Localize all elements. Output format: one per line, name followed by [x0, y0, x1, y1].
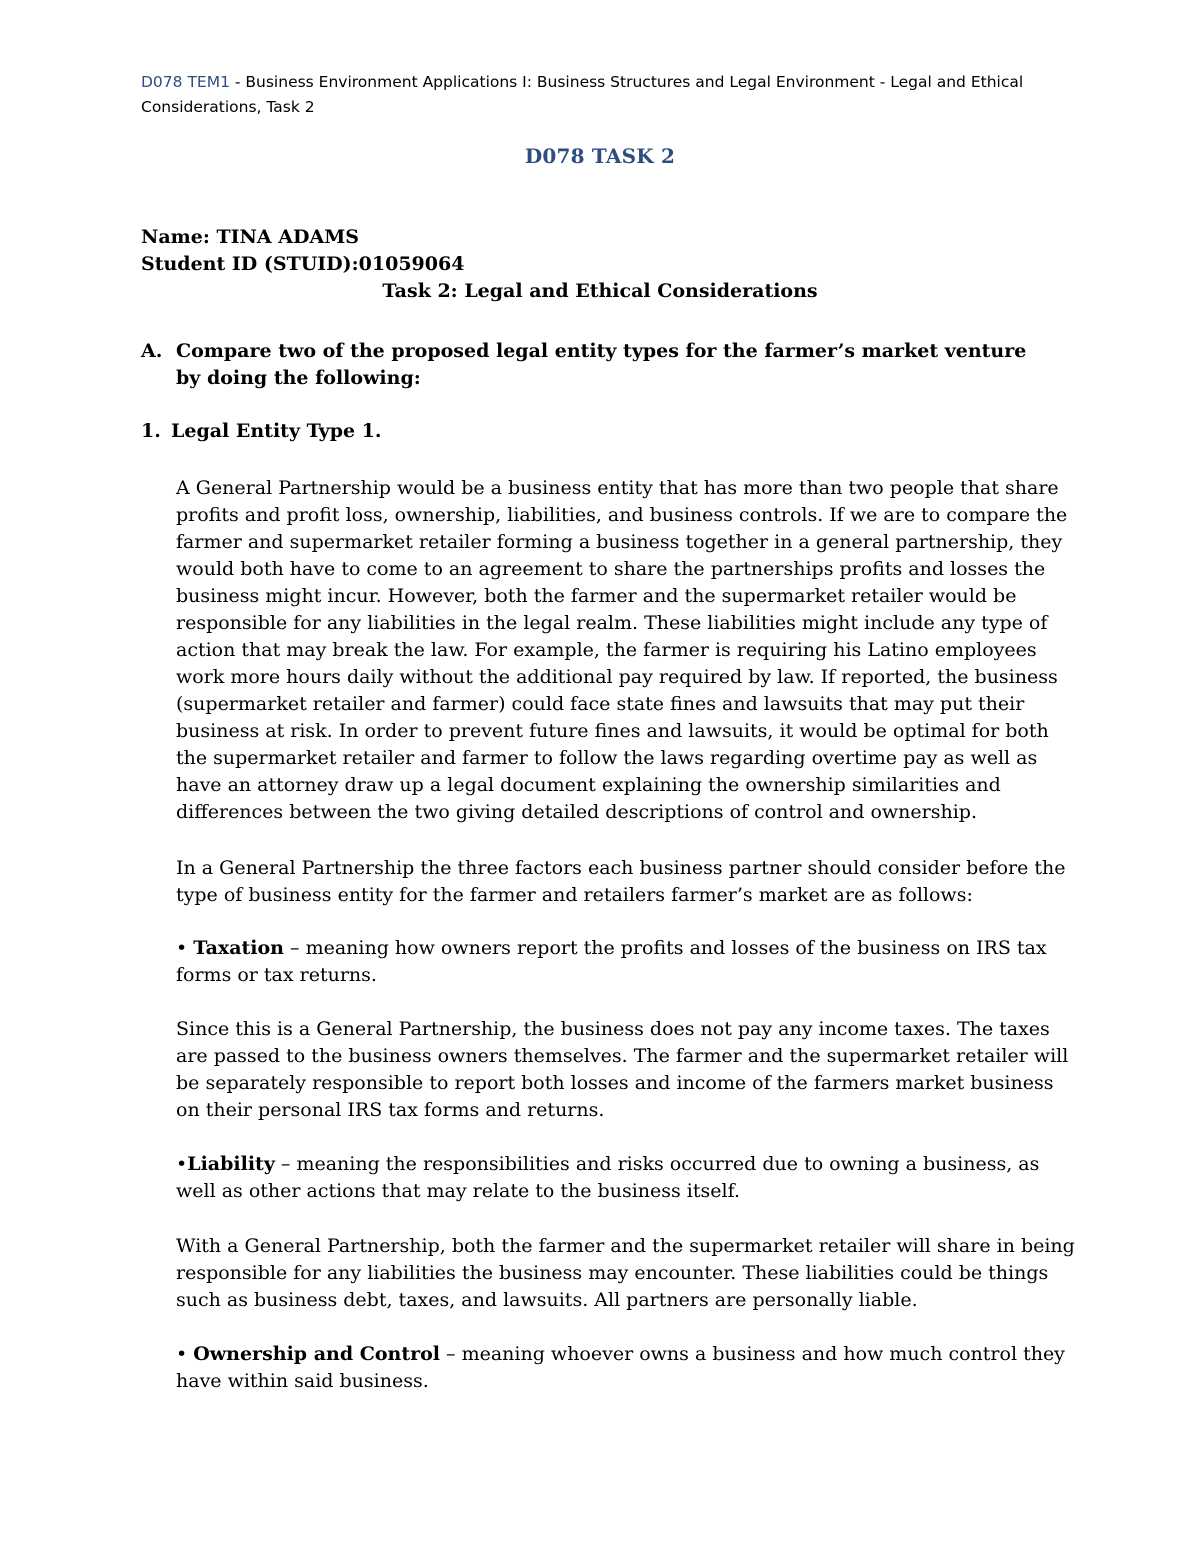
task-heading: [0, 278, 1200, 305]
paragraph-liability-detail: [176, 1233, 1076, 1314]
bullet-text: – meaning how owners report the profits and losses of the business on IRS tax forms or tax returns.: [176, 937, 1047, 986]
bullet-liability: [176, 1151, 1076, 1205]
bullet-term: Liability: [187, 1153, 275, 1175]
paragraph-text: Since this is a General Partnership, the business does not pay any income taxes. The taxes are passed to the business owners themselves. The farmer and the supermarket retailer will be separately responsible to report both losses and income of the farmers market business on their personal IRS tax forms and returns.: [176, 1018, 1069, 1121]
bullet-term: Taxation: [193, 937, 285, 959]
bullet-text: – meaning whoever owns a business and how much control they have within said business.: [176, 1343, 1065, 1392]
item-1-text: Legal Entity Type 1.: [171, 420, 382, 442]
paragraph-text: A General Partnership would be a business entity that has more than two people that share profits and profit loss, ownership, liabilities, and business controls. If we are to compare the farmer and supermarket retailer forming a business together in a general partnership, they would both have to come to an agreement to share the partnerships profits and losses the business might incur. However, both the farmer and the supermarket retailer would be responsible for any liabilities in the legal realm. These liabilities might include any type of action that may break the law. For example, the farmer is requiring his Latino employees work more hours daily without the additional pay required by law. If reported, the business (supermarket retailer and farmer) could face state fines and lawsuits that may put their business at risk. In order to prevent future fines and lawsuits, it would be optimal for both the supermarket retailer and farmer to follow the laws regarding overtime pay as well as have an attorney draw up a legal document explaining the ownership similarities and differences between the two giving detailed descriptions of control and ownership.: [176, 477, 1068, 823]
bullet-item: [176, 1341, 1076, 1395]
section-a-heading: [141, 338, 1041, 392]
paragraph-text: With a General Partnership, both the farmer and the supermarket retailer will share in being responsible for any liabilities the business may encounter. These liabilities could be things such as business debt, taxes, and lawsuits. All partners are personally liable.: [176, 1235, 1075, 1311]
paragraph-text: In a General Partnership the three factors each business partner should consider before the type of business entity for the farmer and retailers farmer’s market are as follows:: [176, 857, 1066, 906]
document-title: D078 TASK 2: [524, 144, 676, 168]
bullet-icon: •: [176, 1153, 188, 1175]
student-name: Name: TINA ADAMS: [141, 226, 359, 248]
bullet-ownership-control: [176, 1341, 1076, 1395]
course-code: D078 TEM1: [141, 73, 230, 91]
item-1-heading: [141, 418, 382, 445]
bullet-taxation: [176, 935, 1076, 989]
bullet-item: [176, 935, 1076, 989]
student-id: Student ID (STUID):01059064: [141, 253, 465, 275]
bullet-term: Ownership and Control: [193, 1343, 441, 1365]
paragraph-three-factors: [176, 855, 1076, 909]
item-1-marker: 1.: [141, 420, 161, 442]
page-header: [141, 70, 1081, 120]
paragraph-taxation-detail: [176, 1016, 1076, 1124]
bullet-item: [176, 1151, 1076, 1205]
section-a-marker: A.: [141, 340, 163, 362]
bullet-text: – meaning the responsibilities and risks occurred due to owning a business, as well as other actions that may relate to the business itself.: [176, 1153, 1040, 1202]
paragraph-general-partnership: [176, 475, 1076, 826]
header-text: - Business Environment Applications I: Business Structures and Legal Environment - Legal and Ethical Considerations, Task 2: [141, 73, 1024, 116]
bullet-icon: •: [176, 937, 194, 959]
section-a-text: Compare two of the proposed legal entity types for the farmer’s market venture by doing the following:: [176, 340, 1027, 389]
bullet-icon: •: [176, 1343, 194, 1365]
task-heading-text: Task 2: Legal and Ethical Considerations: [382, 280, 818, 302]
